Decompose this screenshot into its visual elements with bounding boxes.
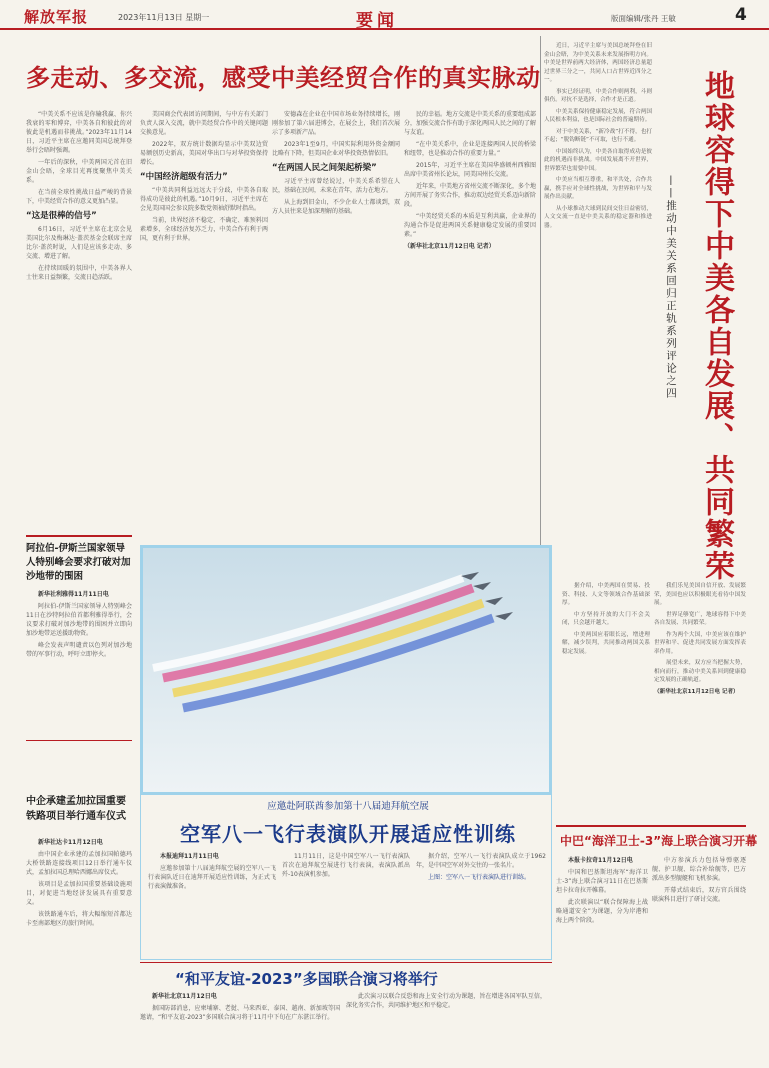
left-story2-headline: 中企承建孟加拉国重要铁路项目举行通车仪式 [26, 796, 126, 822]
bottom-divider [140, 962, 552, 963]
commentary-body-1: 近日，习近平主席与美国总统拜登在旧金山会晤，为中美关系未来发展指明方向。中美是世界前两大经济体，两国经济总量超过世界三分之一，共同人口占世界近四分之一。 事实已经证明，中美合作则两利，斗则俱伤。对抗不是选择，合作才是正道。 中美关系保持健康稳定发展，符合两国人民根本利益，也是国际社会的普遍期待。 对于中美关系，“新冷战”打不得，也打不起；“脱钩断链”不可取，也行不通。 中国始终认为，中美各自取得成功是彼此的机遇而非挑战。中国发展离不开世界，世界繁荣也需要中国。 中美应当相互尊重，和平共处，合作共赢，携手应对全球性挑战，为世界和平与发展作出贡献。 从小球推动大球到民间交往日益密切，人文交流一直是中美关系的稳定器和推进器。 [544, 43, 652, 229]
commentary-body-3: 据介绍，中美两国在贸易、投资、科技、人文等领域合作基础深厚。 中方坚持开放的大门不会关闭，只会越开越大。 中美两国应着眼长远，增进理解，减少误判，共同推动两国关系稳定发展。 [562, 583, 650, 655]
bottom-left-credit: 新华社北京11月12日电 [152, 993, 217, 1000]
main-headline: 多走动、多交流，感受中美经贸合作的真实脉动 [26, 64, 541, 92]
left-story-credit: 新华社利雅得11月11日电 [38, 591, 109, 598]
photo-story-headline: 空军八一飞行表演队开展适应性训练 [180, 822, 516, 846]
aerobatic-jets-image [143, 548, 549, 792]
main-story-col-1: “中美关系不应该是你输我赢、你兴我衰的零和博弈，中美各自和彼此的对彼此是机遇而非挑战。”2023年11月14日，习近平主席在应邀同美国总统拜登举行会晤时强调。 一年后的深秋，中美两国元首在旧金山会晤，全球目光再度聚焦中美关系。 在当前全球性挑战日益严峻的背景下，中美经贸合作的意义更加凸显。 “这是很棒的信号” 6月16日，习近平主席在北京会见美国比尔及梅琳达·盖茨基金会联席主席比尔·盖茨时说，人们是应该多走动、多交流、增进了解。 在持续回暖的氛围中，中美各界人士往来日益频繁，交流日趋活跃。 [26, 111, 132, 281]
left-story-headline: 阿拉伯-伊斯兰国家领导人特别峰会要求打破对加沙地带的围困 [26, 543, 131, 582]
main-story-col-4: 民的幸福。地方交流是中美关系的重要组成部分，加强交流合作有助于深化两国人民之间的了解与友谊。 “在中美关系中，企业是连接两国人民的桥梁和纽带，也是推动合作的重要力量。” 2015年，习近平主席在美国华盛顿州西雅图出席中美省州长论坛，同美国州长交流。 近年来，中美地方省州交流不断深化，多个地方间开展了务实合作，推动双边经贸关系迈向新阶段。 “中美经贸关系的本质是互利共赢，企业界的沟通合作是促进两国关系健康稳定发展的重要因素。” （新华社北京11月12日电 记者） [404, 111, 536, 250]
main-story-col-3: 安德森在企业在中国市场业务持续增长，刚刚参加了第六届进博会，在展会上，我们首次展示了多项新产品。 2023年1至9月，中国实际利用外资金额同比略有下降，但美国企业对华投资热情依旧。 “在两国人民之间架起桥梁” 习近平主席曾经说过，中美关系希望在人民，基础在民间，未来在青年，活力在地方。 从上海到旧金山，不少企业人士都谈到，双方人员往来是加深理解的基础。 [272, 111, 400, 215]
commentary-subtitle: ——推动中美关系回归正轨系列评论之四 [665, 175, 677, 400]
column-rule [540, 36, 541, 584]
page-editors: 版面编辑/张丹 王敏 [611, 14, 676, 23]
subhead-3: “在两国人民之间架起桥梁” [272, 163, 377, 173]
photo-story-col-2: 11月11日，这是中国空军八一飞行表演队首次在迪拜航空展进行飞行表演，表演队派出歼-10表演机参加。 [282, 853, 410, 878]
photo-story-col-1: 本报迪拜11月11日电 应邀参加第十八届迪拜航空展的空军八一飞行表演队近日在迪拜开展适应性训练，为正式飞行表演做准备。 [148, 853, 276, 890]
bottom-right-byline: 本报卡拉奇11月12日电 [568, 857, 633, 864]
bottom-right-body-1: 本报卡拉奇11月12日电 中国和巴基斯坦海军“海洋卫士-3”海上联合演习11日在巴基斯坦卡拉奇拉开帷幕。 此次联演以“联合保障海上战略通道安全”为课题，分为岸港和海上两个阶段。 [556, 857, 648, 924]
subhead-2: “中国经济超级有活力” [140, 172, 228, 182]
left-story-body: 新华社利雅得11月11日电 阿拉伯-伊斯兰国家领导人特别峰会11日在沙特阿拉伯首都利雅得举行，会议要求打破对加沙地带的围困并立即向加沙地带运送援助物资。 峰会发表声明谴责以色列对加沙地带的军事行动，呼吁立即停火。 [26, 591, 132, 658]
left-story2-credit: 新华社达卡11月12日电 [38, 839, 103, 846]
commentary-title: 地球容得下中美各自发展、共同繁荣 [699, 70, 734, 582]
bottom-right-body-2: 中方参演兵力包括导弹驱逐舰、护卫舰、综合补给舰等，巴方派出多型舰艇和飞机参演。 开幕式结束后，双方官兵围绕联演科目进行了研讨交流。 [652, 857, 746, 903]
page-number: 4 [735, 5, 747, 25]
subhead-1: “这是很棒的信号” [26, 211, 97, 221]
bottom-left-body: 新华社北京11月12日电 据国防部消息，应柬埔寨、老挝、马来西亚、泰国、越南、新加坡等国邀请，“和平友谊-2023”多国联合演习将于11月中下旬在广东湛江举行。 [140, 993, 340, 1021]
commentary-credit: （新华社北京11月12日电 记者） [654, 688, 739, 695]
newspaper-logo: 解放军报 [24, 8, 89, 26]
photo-story-byline: 本报迪拜11月11日电 [160, 853, 219, 860]
section-title: 要闻 [356, 11, 398, 31]
photo-story-subtitle: 应邀赴阿联酋参加第十八届迪拜航空展 [267, 801, 429, 812]
air-show-photo [140, 545, 552, 795]
commentary-body-2: 我们乐见美国自信开放、发展繁荣，美国也应以积极眼光看待中国发展。 世界足够宽广，地球容得下中美各自发展、共同繁荣。 作为两个大国，中美应该在维护世界和平、促进共同发展方面发挥表率作用。 展望未来，双方应当把握大势，相向而行，推动中美关系回到健康稳定发展的正确轨道。 （新华社北京11月12日电 记者） [654, 583, 746, 695]
left-divider-2 [26, 740, 132, 741]
photo-caption: 上图：空军八一飞行表演队进行训练。 [428, 874, 531, 881]
photo-story-col-3: 据介绍，空军八一飞行表演队成立于1962年，是中国空军对外交往的一张名片。 上图：空军八一飞行表演队进行训练。 [416, 853, 546, 881]
main-story-col-2: 美国商会代表团访问期间，与中方有关部门负责人深入交流，就中美经贸合作中的关键问题交换意见。 2022年，双方统计数据均显示中美双边贸易额创历史新高，美国对华出口与对华投资保持增长。 “中国经济超级有活力” “中美共同利益远远大于分歧，中美各自取得成功是彼此的机遇。”10月9日，习近平主席在会见美国国会参议院多数党领袖舒默时指出。 当前，世界经济不稳定、不确定、难预料因素增多，全球经济复苏乏力，中美合作有利于两国，更有利于世界。 [140, 111, 268, 242]
issue-date: 2023年11月13日 星期一 [118, 13, 210, 22]
bottom-left-body-2: 此次演习以联合反恐和海上安全行动为课题，旨在增进各国军队互信，深化务实合作，共同维护地区和平稳定。 [346, 993, 546, 1009]
bottom-left-headline: “和平友谊-2023”多国联合演习将举行 [175, 970, 438, 988]
left-divider-1 [26, 535, 132, 537]
left-story2-body: 新华社达卡11月12日电 由中国企业承建的孟加拉国帕德玛大桥铁路连接线项目12日举行通车仪式，孟加拉国总理哈西娜出席仪式。 该项目是孟加拉国重要基础设施项目，对促进当地经济发展具有重要意义。 该铁路通车后，将大幅缩短首都达卡至南部地区的旅行时间。 [26, 839, 132, 927]
bottom-right-divider [556, 825, 746, 827]
bottom-right-headline: 中巴“海洋卫士-3”海上联合演习开幕 [560, 834, 758, 848]
